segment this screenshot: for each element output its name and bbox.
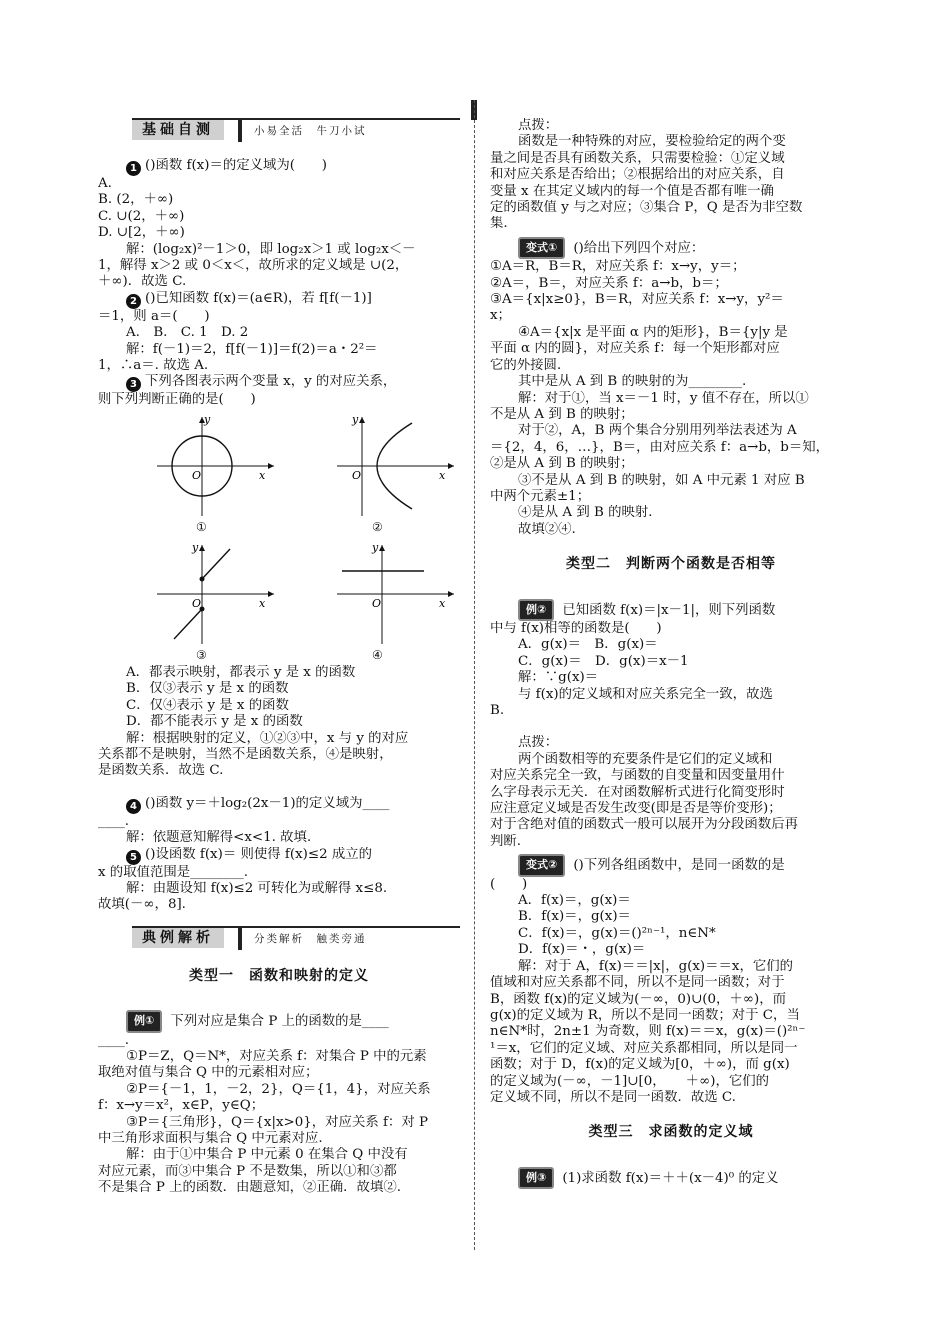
example-3 — [490, 1167, 852, 1189]
solution-line: 故填(－∞，8]. — [98, 897, 186, 913]
variant-tag: 变式② — [518, 854, 565, 876]
left-column — [98, 0, 460, 1197]
question-line: ＝1，则 a＝( ) — [98, 308, 210, 324]
variant-line: ( ) — [490, 876, 528, 892]
solution-line: B，函数 f(x)的定义域为(－∞，0)∪(0，＋∞)，而 — [490, 991, 786, 1007]
variant-line: ④A＝{x|x 是平面 α 内的矩形}，B＝{y|y 是 — [518, 324, 788, 340]
variant-1 — [490, 237, 852, 538]
section-heading: 类型一 函数和映射的定义 — [189, 967, 369, 984]
hint-line: 和对应关系是否给出；②根据给出的对应关系，自 — [490, 167, 785, 183]
x-axis-label: x — [259, 468, 266, 482]
variant-line: 它的外接圆． — [490, 357, 571, 373]
example-line: 中与 f(x)相等的函数是( ) — [490, 620, 662, 636]
option-line: A. B. C. 1 D. 2 — [126, 325, 249, 341]
variant-line: 变式① ()给出下列四个对应： — [490, 237, 852, 259]
solution-line: 对应元素，而③中集合 P 不是数集，所以①和③都 — [98, 1163, 397, 1179]
x-axis-label: x — [259, 596, 266, 610]
solution-line: 是函数关系．故选 C. — [98, 763, 224, 779]
solution-line: 解：(log₂x)²－1＞0，即 log₂x＞1 或 log₂x＜－ — [126, 241, 416, 257]
hint-line: 判断. — [490, 833, 522, 849]
question-1 — [98, 158, 460, 291]
question-5 — [98, 847, 460, 914]
solution-line: n∈N*时，2n±1 为奇数，则 f(x)＝＝x，g(x)＝()²ⁿ⁻ — [490, 1024, 806, 1040]
number-badge: 2 — [126, 294, 141, 309]
hint-line: 两个函数相等的充要条件是它们的定义域和 — [518, 751, 773, 767]
variant-line: 其中是从 A 到 B 的映射的为________. — [518, 374, 747, 390]
right-column — [490, 118, 852, 1189]
figure-label: ② — [372, 519, 383, 534]
example-line: 例① 下列对应是集合 P 上的函数的是____ — [98, 1010, 460, 1032]
question-3 — [98, 374, 460, 779]
option-line: D．都不能表示 y 是 x 的函数 — [126, 714, 303, 730]
question-line: ____. — [98, 813, 130, 829]
solution-line: 函数；对于 D，f(x)的定义域为[0，＋∞)，而 g(x) — [490, 1057, 790, 1073]
variant-line: 平面 α 内的圆}，对应关系 f：每一个矩形都对应 — [490, 341, 780, 357]
example-tag: 例② — [518, 599, 554, 621]
y-axis-label: y — [352, 412, 359, 426]
banner-subtitle: 小易全活 牛刀小试 — [254, 125, 367, 137]
figure-cross — [332, 539, 462, 649]
variant-line: x； — [490, 308, 511, 324]
solution-line: 对于②，A，B 两个集合分别用列举法表述为 A — [518, 423, 797, 439]
figure-label: ③ — [196, 647, 207, 662]
example-tag: 例① — [126, 1010, 162, 1032]
origin-label: O — [352, 468, 362, 482]
banner-bar — [238, 928, 242, 950]
hint-2 — [490, 735, 852, 850]
solution-line: 解：根据映射的定义，①②③中，x 与 y 的对应 — [126, 730, 409, 746]
solution-line: B. — [490, 703, 505, 718]
option-line: A．都表示映射，都表示 y 是 x 的函数 — [126, 664, 356, 680]
option-line: B．f(x)＝，g(x)＝ — [518, 909, 631, 925]
question-line: 则下列判断正确的是( ) — [98, 392, 256, 408]
solution-line: ③不是从 A 到 B 的映射，如 A 中元素 1 对应 B — [518, 472, 805, 488]
question-line: 4 ()函数 y＝＋log₂(2x－1)的定义域为____ — [98, 796, 460, 814]
banner-bar — [238, 120, 242, 142]
column-divider — [474, 100, 475, 1250]
figure-circle — [152, 411, 282, 521]
solution-line: 定义域不同，所以不是同一函数．故选 C. — [490, 1089, 736, 1105]
question-line: 2 ()已知函数 f(x)＝(a∈R)，若 f[f(－1)] — [98, 291, 460, 309]
hint-label: 点拨： — [518, 735, 559, 751]
solution-line: 中两个元素±1； — [490, 488, 591, 504]
origin-label: O — [372, 596, 382, 610]
solution-line: g(x)的定义域为 R，所以不是同一函数；对于 C，当 — [490, 1007, 800, 1023]
example-line: ____. — [98, 1032, 130, 1048]
solution-line: 解：∵g(x)＝ — [518, 670, 599, 686]
banner-subtitle: 分类解析 触类旁通 — [254, 932, 367, 945]
option-line: A．f(x)＝，g(x)＝ — [518, 893, 631, 909]
solution-line: 解：对于①，当 x＝－1 时，y 值不存在，所以① — [518, 390, 809, 406]
origin-label: O — [192, 596, 202, 610]
solution-line: 1，解得 x＞2 或 0＜x＜，故所求的定义域是 ∪(2， — [98, 258, 409, 274]
figure-rays — [152, 539, 282, 649]
number-badge: 5 — [126, 850, 141, 865]
number-badge: 1 — [126, 161, 141, 176]
question-line: 5 ()设函数 f(x)＝ 则使得 f(x)≤2 成立的 — [98, 847, 460, 865]
number-badge: 3 — [126, 377, 141, 392]
variant-line: ②A＝，B＝，对应关系 f：a→b，b＝； — [490, 275, 728, 291]
solution-line: 不是从 A 到 B 的映射； — [490, 406, 634, 422]
graph-figures — [132, 409, 460, 665]
variant-2 — [490, 854, 852, 1106]
item-line: 取绝对值与集合 Q 中的元素相对应； — [98, 1065, 319, 1081]
section-heading: 类型三 求函数的定义域 — [588, 1124, 754, 1141]
solution-line: 故填②④. — [518, 521, 576, 537]
example-line: 例② 已知函数 f(x)＝|x－1|，则下列函数 — [490, 599, 852, 621]
solution-line: ¹＝x，它们的定义域、对应关系都相同，所以是同一 — [490, 1040, 798, 1056]
banner-title: 基础自测 — [132, 120, 224, 140]
hint-line: 么字母表示无关．在对函数解析式进行化简变形时 — [490, 784, 785, 800]
hint-line: 函数是一种特殊的对应，要检验给定的两个变 — [518, 134, 786, 150]
option-line: C．f(x)＝，g(x)＝()²ⁿ⁻¹，n∈N* — [518, 925, 716, 941]
variant-line: 变式② ()下列各组函数中，是同一函数的是 — [490, 854, 852, 876]
item-line: ③P＝{三角形}，Q＝{x|x>0}，对应关系 f：对 P — [126, 1114, 428, 1130]
example-line: 例③ (1)求函数 f(x)＝＋＋(x－4)⁰ 的定义 — [490, 1167, 852, 1189]
option-line: C. ∪(2，＋∞) — [98, 208, 185, 224]
item-line: ②P＝{－1，1，－2，2}，Q＝{1，4}，对应关系 — [126, 1081, 431, 1097]
option-line: B. (2，＋∞) — [98, 192, 174, 208]
y-axis-label: y — [192, 540, 199, 554]
option-line: C．g(x)＝ D．g(x)＝x－1 — [518, 653, 689, 669]
solution-line: ④是从 A 到 B 的映射． — [518, 505, 662, 521]
figure-label: ④ — [372, 647, 383, 662]
hint-label: 点拨： — [518, 118, 559, 133]
figure-label: ① — [196, 519, 207, 534]
hint-line: 变量 x 在其定义域内的每一个值是否都有唯一确 — [490, 183, 774, 199]
banner-examples — [132, 926, 460, 950]
item-line: 中三角形求面积与集合 Q 中元素对应. — [98, 1131, 323, 1146]
hint-line: 量之间是否具有函数关系，只需要检验：①定义域 — [490, 150, 785, 166]
hint-line: 对应关系完全一致，与函数的自变量和因变量用什 — [490, 768, 785, 784]
example-2 — [490, 599, 852, 720]
x-axis-label: x — [439, 468, 446, 482]
figure-parabola — [332, 411, 462, 521]
hint-line: 集. — [490, 216, 508, 232]
solution-line: 解：由题设知 f(x)≤2 可转化为或解得 x≤8. — [126, 880, 388, 896]
x-axis-label: x — [439, 596, 446, 610]
solution-line: ②是从 A 到 B 的映射； — [490, 456, 634, 472]
item-line: f：x→y＝x²，x∈P，y∈Q； — [98, 1098, 265, 1114]
solution-line: 值域和对应关系都不同，所以不是同一函数；对于 — [490, 975, 785, 991]
option-line: B．仅③表示 y 是 x 的函数 — [126, 681, 289, 697]
solution-line: 的定义域为(－∞，－1]∪[0， ＋∞)，它们的 — [490, 1073, 770, 1089]
y-axis-label: y — [372, 540, 379, 554]
question-2 — [98, 291, 460, 375]
origin-label: O — [192, 468, 202, 482]
hint-line: 应注意定义域是否发生改变(即是否是等价变形)； — [490, 801, 782, 817]
hint-1 — [490, 118, 852, 233]
y-axis-label: y — [204, 412, 211, 426]
option-line: A．g(x)＝ B．g(x)＝ — [518, 637, 658, 653]
example-tag: 例③ — [518, 1167, 554, 1189]
question-line: 1 ()函数 f(x)＝的定义域为( ) — [98, 158, 460, 176]
question-line: 3 下列各图表示两个变量 x，y 的对应关系， — [98, 374, 460, 392]
hint-line: 定的函数值 y 与之对应；③集合 P，Q 是否为非空数 — [490, 200, 803, 216]
solution-line: 1，∴a＝. 故选 A. — [98, 358, 209, 374]
option-line: D．f(x)＝・，g(x)＝ — [518, 942, 646, 958]
item-line: ①P＝Z，Q＝N*，对应关系 f：对集合 P 中的元素 — [126, 1048, 427, 1064]
banner-title: 典例解析 — [132, 928, 224, 948]
variant-line: ①A＝R，B＝R，对应关系 f：x→y，y＝； — [490, 259, 746, 275]
option-line: C．仅④表示 y 是 x 的函数 — [126, 697, 289, 713]
variant-tag: 变式① — [518, 237, 565, 259]
hint-line: 对于含绝对值的函数式一般可以展开为分段函数后再 — [490, 817, 798, 833]
question-line: x 的取值范围是________. — [98, 864, 248, 880]
banner-basic-test — [132, 118, 460, 142]
solution-line: ＋∞)．故选 C. — [98, 274, 187, 290]
option-line: A. — [98, 176, 112, 191]
solution-line: 关系都不是映射，当然不是函数关系，④是映射， — [98, 746, 393, 762]
option-line: D. ∪[2，＋∞) — [98, 225, 185, 241]
solution-line: 不是集合 P 上的函数．由题意知，②正确．故填②. — [98, 1180, 401, 1196]
question-4 — [98, 796, 460, 847]
number-badge: 4 — [126, 799, 141, 814]
solution-line: ＝{2，4，6，…}，B＝，由对应关系 f：a→b，b＝知， — [490, 439, 830, 455]
solution-line: 与 f(x)的定义域和对应关系完全一致，故选 — [518, 686, 773, 702]
solution-line: 解：f(－1)＝2，f[f(－1)]＝f(2)＝a・2²＝ — [126, 341, 378, 357]
variant-line: ③A＝{x|x≥0}，B＝R，对应关系 f：x→y，y²＝ — [490, 292, 784, 308]
section-heading: 类型二 判断两个函数是否相等 — [566, 556, 776, 573]
solution-line: 解：由于①中集合 P 中元素 0 在集合 Q 中没有 — [126, 1147, 408, 1163]
example-1 — [98, 1010, 460, 1196]
solution-line: 解：对于 A，f(x)＝＝|x|，g(x)＝＝x，它们的 — [518, 958, 794, 974]
solution-line: 解：依题意知解得<x<1. 故填. — [126, 830, 312, 846]
